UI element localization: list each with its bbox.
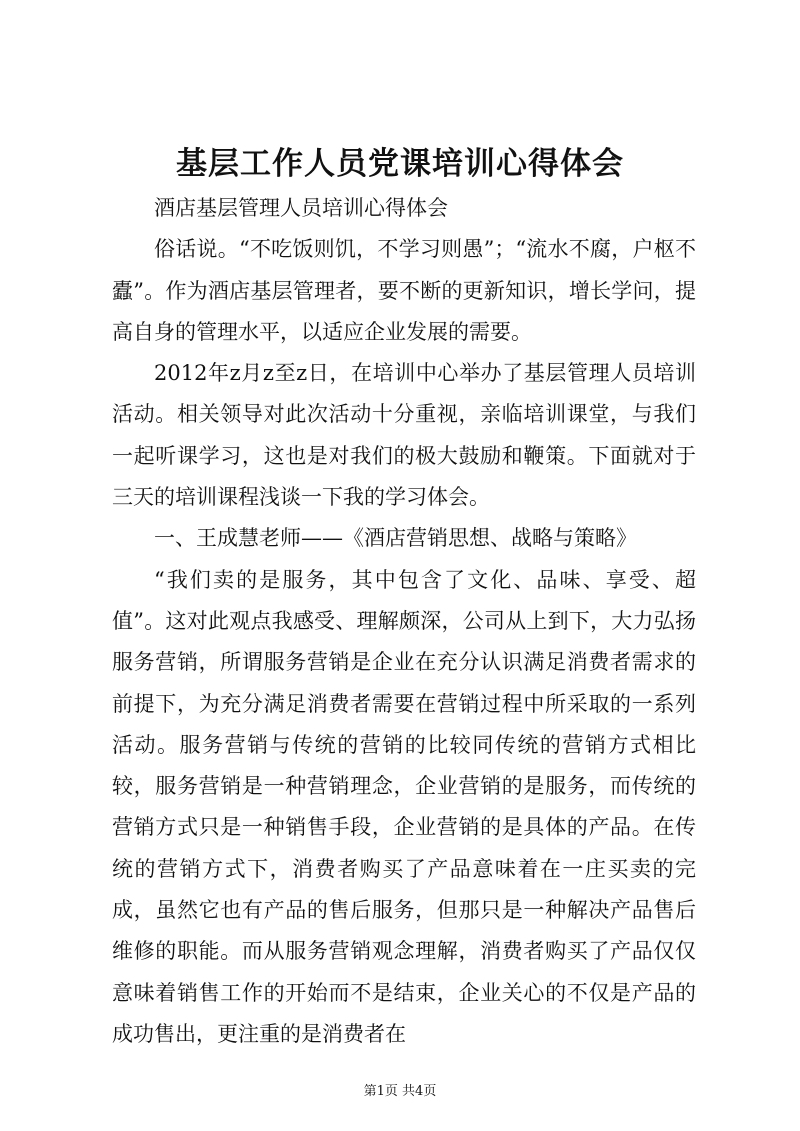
paragraph-section-heading: 一、王成慧老师——《酒店营销思想、战略与策略》 bbox=[154, 526, 637, 551]
page-number-footer: 第1页 共4页 bbox=[363, 1084, 437, 1099]
paragraph-training-event: 2012年z月z至z日，在培训中心举办了基层管理人员培训活动。相关领导对此次活动十分重视，亲临培训课堂，与我们一起听课学习，这也是对我们的极大鼓励和鞭策。下面就对于三天的培训课程浅谈一下我的学习体会。 bbox=[112, 361, 696, 510]
paragraph-subtitle: 酒店基层管理人员培训心得体会 bbox=[154, 196, 448, 220]
document-title: 基层工作人员党课培训心得体会 bbox=[176, 146, 624, 182]
paragraph-proverb: 俗话说。“不吃饭则饥，不学习则愚”；“流水不腐，户枢不蠹”。作为酒店基层管理者，要不断的更新知识，增长学问，提高自身的管理水平，以适应企业发展的需要。 bbox=[112, 237, 696, 344]
paragraph-service-marketing: “我们卖的是服务，其中包含了文化、品味、享受、超值”。这对此观点我感受、理解颇深，公司从上到下，大力弘扬服务营销，所谓服务营销是企业在充分认识满足消费者需求的前提下，为充分满足消费者需要在营销过程中所采取的一系列活动。服务营销与传统的营销的比较同传统的营销方式相比较，服务营销是一种营销理念，企业营销的是服务，而传统的营销方式只是一种销售手段，企业营销的是具体的产品。在传统的营销方式下，消费者购买了产品意味着在一庄买卖的完成，虽然它也有产品的售后服务，但那只是一种解决产品售后维修的职能。而从服务营销观念理解，消费者购买了产品仅仅意味着销售工作的开始而不是结束，企业关心的不仅是产品的成功售出，更注重的是消费者在 bbox=[112, 567, 696, 1046]
document-body bbox=[112, 188, 696, 1055]
